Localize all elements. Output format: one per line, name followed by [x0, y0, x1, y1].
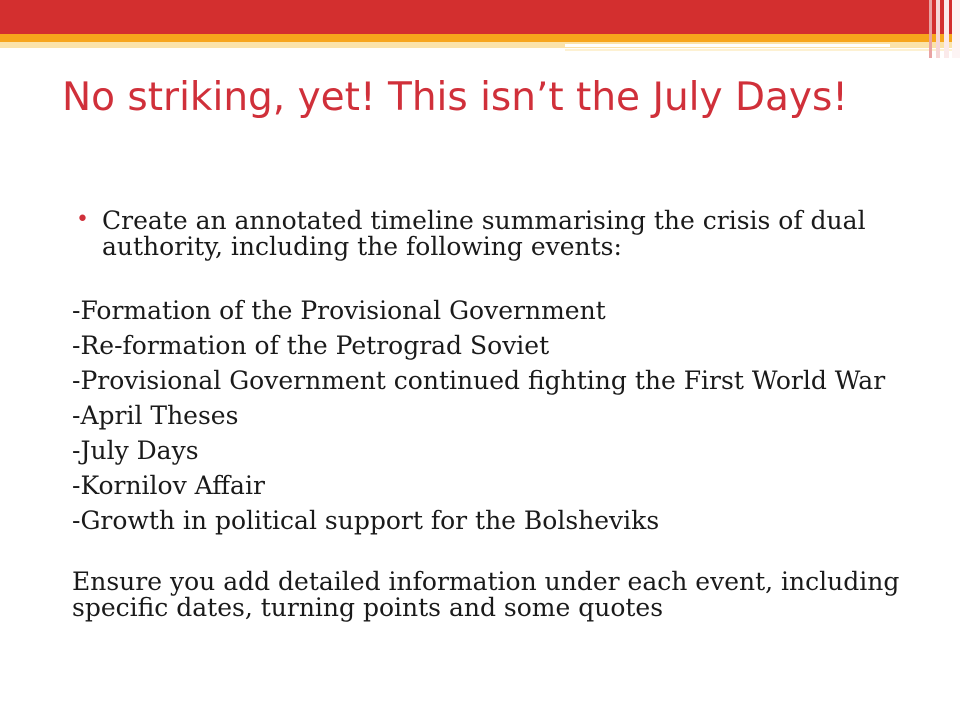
corner-stripe [929, 0, 932, 58]
top-light-strip [565, 49, 960, 51]
instruction-text: Create an annotated timeline summarising the crisis of dual authority, including the following events: [102, 206, 866, 261]
list-item: -Growth in political support for the Bolsheviks [72, 506, 660, 535]
bullet-dot-icon: • [76, 207, 89, 232]
list-item: -Provisional Government continued fighting the First World War [72, 366, 886, 395]
corner-stripe [952, 0, 960, 58]
closing-instruction: Ensure you add detailed information under each event, including specific dates, turning points and some quotes [72, 567, 900, 622]
corner-stripe [944, 0, 949, 58]
corner-stripe [936, 0, 940, 58]
list-item: -July Days [72, 436, 199, 465]
instruction-bullet [76, 208, 932, 260]
slide-body [72, 208, 932, 621]
slide-title: No striking, yet! This isn’t the July Days! [62, 75, 848, 120]
event-list [72, 298, 932, 533]
top-red-bar [0, 0, 960, 34]
list-item: -April Theses [72, 401, 239, 430]
top-orange-bar [0, 34, 960, 42]
list-item: -Formation of the Provisional Government [72, 296, 606, 325]
list-item: -Re-formation of the Petrograd Soviet [72, 331, 550, 360]
list-item: -Kornilov Affair [72, 471, 265, 500]
top-white-strip [565, 44, 890, 47]
